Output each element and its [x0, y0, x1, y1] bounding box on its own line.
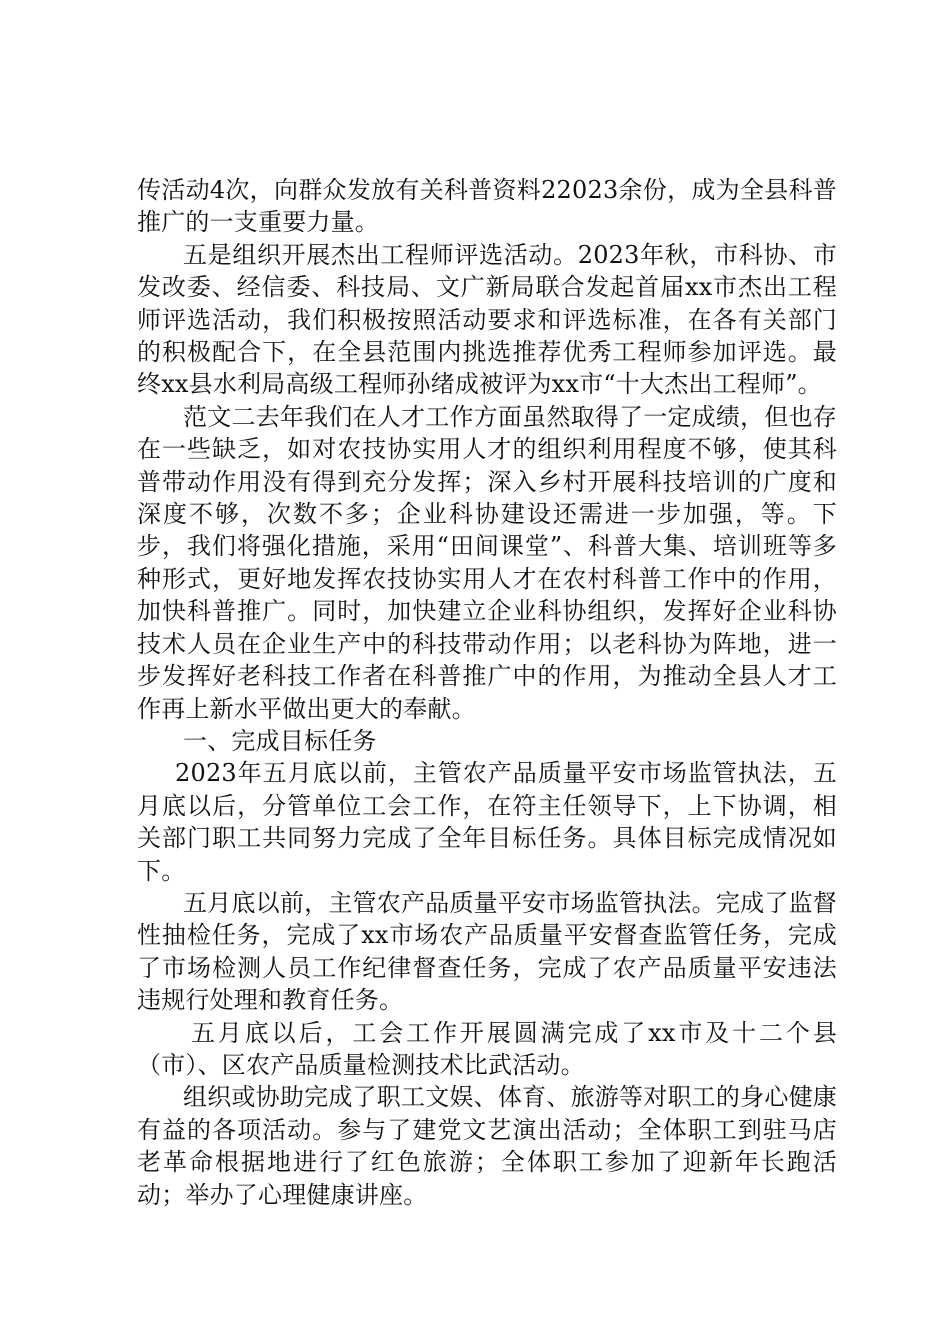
paragraph-4: 2023年五月底以前，主管农产品质量平安市场监管执法，五月底以后，分管单位工会工作，在符主任领导下，上下协调，相关部门职工共同努力完成了全年目标任务。具体目标完成情况如下。: [137, 759, 837, 885]
paragraph-6: 五月底以后，工会工作开展圆满完成了xx市及十二个县（市）、区农产品质量检测技术比武活动。: [137, 1018, 837, 1079]
section-heading: 一、完成目标任务: [183, 726, 377, 755]
paragraph-2: 五是组织开展杰出工程师评选活动。2023年秋，市科协、市发改委、经信委、科技局、文广新局联合发起首届xx市杰出工程师评选活动，我们积极按照活动要求和评选标准，在各有关部门的积极配合下，在全县范围内挑选推荐优秀工程师参加评选。最终xx县水利局高级工程师孙绪成被评为xx市“十大杰出工程师”。: [137, 240, 837, 399]
paragraph-1: 传活动4次，向群众发放有关科普资料22023余份，成为全县科普推广的一支重要力量。: [137, 176, 837, 237]
document-body: [137, 174, 837, 1211]
paragraph-5: 五月底以前，主管农产品质量平安市场监管执法。完成了监督性抽检任务，完成了xx市场农产品质量平安督查监管任务，完成了市场检测人员工作纪律督查任务，完成了农产品质量平安违法违规行处理和教育任务。: [137, 888, 837, 1015]
paragraph-7: 组织或协助完成了职工文娱、体育、旅游等对职工的身心健康有益的各项活动。参与了建党文艺演出活动；全体职工到驻马店老革命根据地进行了红色旅游；全体职工参加了迎新年长跑活动；举办了心理健康讲座。: [137, 1083, 837, 1209]
paragraph-3: 范文二去年我们在人才工作方面虽然取得了一定成绩，但也存在一些缺乏，如对农技协实用人才的组织利用程度不够，使其科普带动作用没有得到充分发挥；深入乡村开展科技培训的广度和深度不够，次数不多；企业科协建设还需进一步加强，等。下步，我们将强化措施，采用“田间课堂”、科普大集、培训班等多种形式，更好地发挥农技协实用人才在农村科普工作中的作用，加快科普推广。同时，加快建立企业科协组织，发挥好企业科协技术人员在企业生产中的科技带动作用；以老科协为阵地，进一步发挥好老科技工作者在科普推广中的作用，为推动全县人才工作再上新水平做出更大的奉献。: [137, 402, 837, 723]
